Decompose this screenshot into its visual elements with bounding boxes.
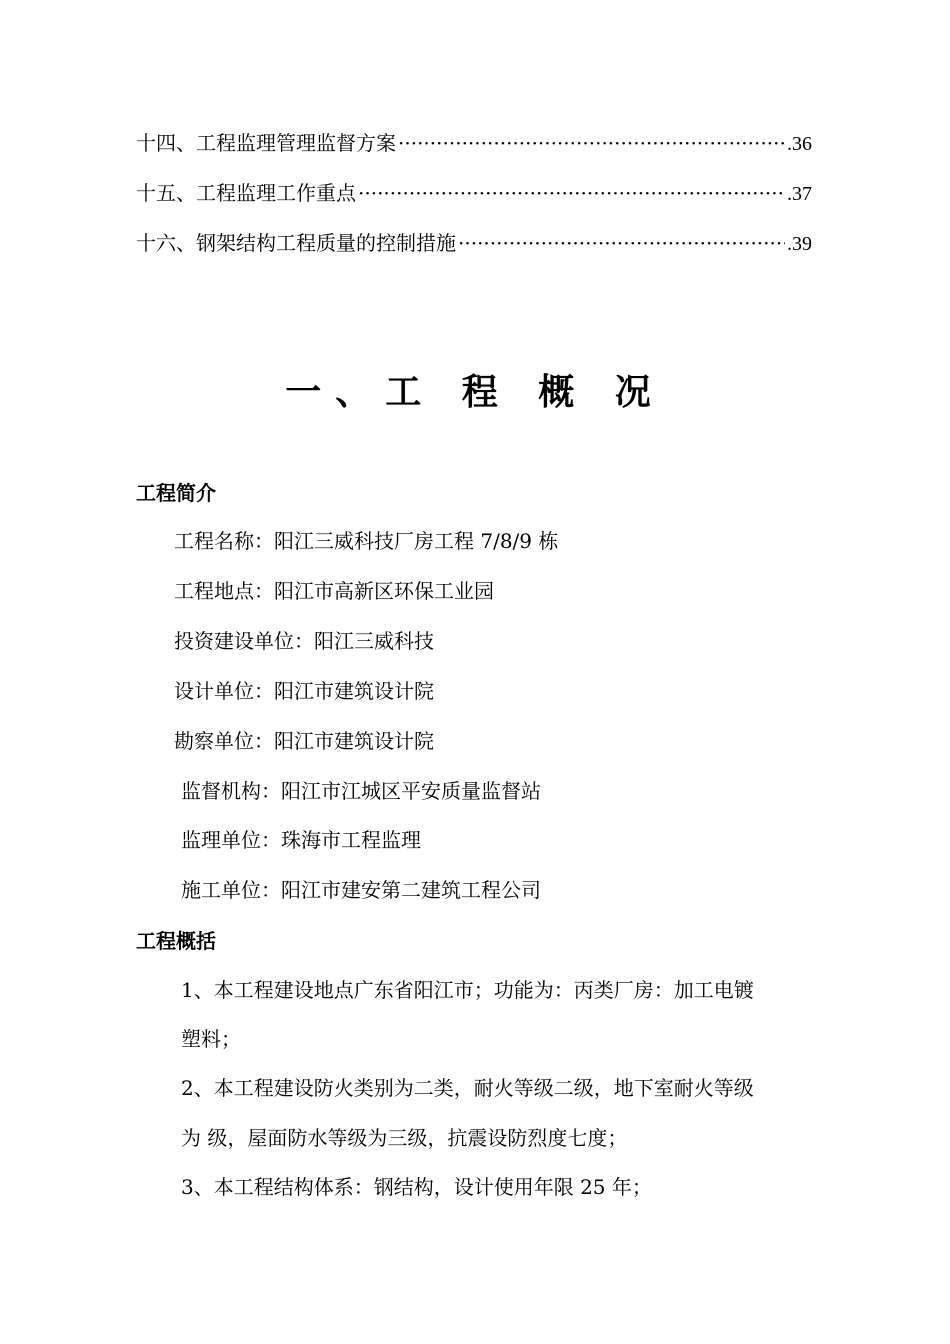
construction-unit: 施工单位：阳江市建安第二建筑工程公司 — [181, 878, 541, 902]
toc-page-number: .36 — [787, 133, 812, 155]
toc-entry[interactable] — [136, 128, 812, 158]
chapter-title: 一、工 程 概 况 — [285, 372, 665, 413]
toc-dot-leader — [358, 178, 785, 208]
toc-page-number: .37 — [787, 183, 812, 205]
toc-entry[interactable] — [136, 178, 812, 208]
toc-page-number: .39 — [787, 233, 812, 255]
summary-line: 3、本工程结构体系：钢结构，设计使用年限 25 年； — [181, 1175, 652, 1199]
investment-unit: 投资建设单位：阳江三威科技 — [174, 629, 434, 653]
summary-line: 1、本工程建设地点广东省阳江市；功能为：丙类厂房：加工电镀 — [181, 978, 754, 1002]
supervising-unit: 监理单位：珠海市工程监理 — [181, 828, 421, 852]
section-heading-summary: 工程概括 — [136, 929, 216, 953]
summary-line: 为 级，屋面防水等级为三级，抗震设防烈度七度； — [181, 1126, 628, 1150]
toc-entry[interactable] — [136, 228, 812, 258]
survey-unit: 勘察单位：阳江市建筑设计院 — [174, 729, 434, 753]
toc-entry-title: 十四、工程监理管理监督方案 — [136, 131, 396, 155]
summary-line: 塑料； — [181, 1027, 241, 1051]
project-name: 工程名称：阳江三威科技厂房工程 7/8/9 栋 — [174, 529, 559, 553]
supervision-agency: 监督机构：阳江市江城区平安质量监督站 — [181, 779, 541, 803]
toc-dot-leader — [398, 128, 785, 158]
toc-dot-leader — [458, 228, 785, 258]
summary-line: 2、本工程建设防火类别为二类，耐火等级二级，地下室耐火等级 — [181, 1076, 754, 1100]
project-location: 工程地点：阳江市高新区环保工业园 — [174, 579, 494, 603]
toc-entry-title: 十六、钢架结构工程质量的控制措施 — [136, 231, 456, 255]
toc-entry-title: 十五、工程监理工作重点 — [136, 181, 356, 205]
section-heading-intro: 工程简介 — [136, 481, 216, 505]
design-unit: 设计单位：阳江市建筑设计院 — [174, 679, 434, 703]
